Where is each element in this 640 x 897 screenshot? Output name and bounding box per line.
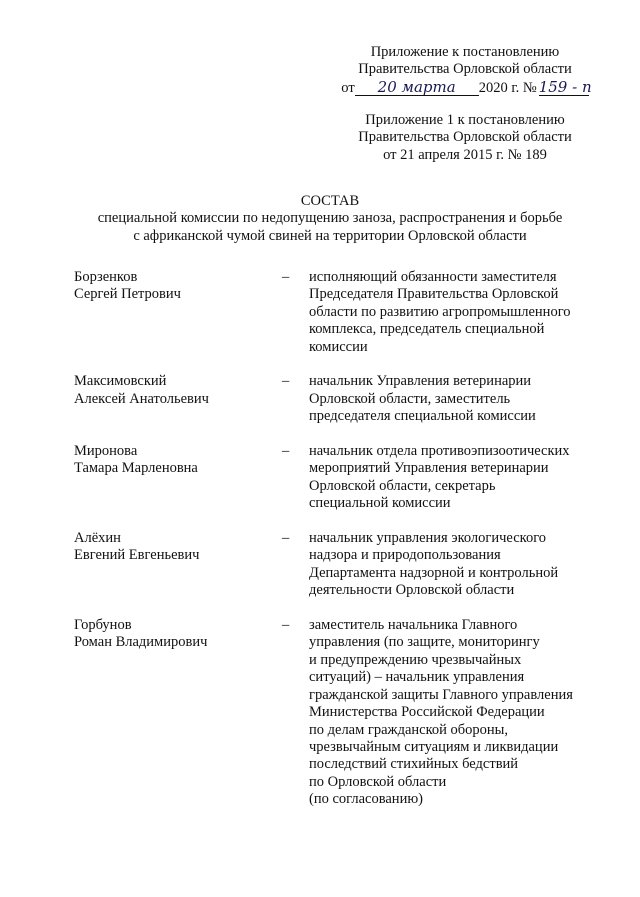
member-given-name: Сергей Петрович [74,286,181,303]
member-position: начальник отдела противоэпизоотических мероприятий Управления ветеринарии Орловской области, секретарь специальной комиссии [309,443,570,512]
member-given-name: Тамара Марленовна [74,460,198,477]
member-list [74,269,594,826]
member-name [74,269,282,356]
member-given-name: Евгений Евгеньевич [74,547,200,564]
member-position: начальник управления экологического надзора и природопользования Департамента надзорной и контрольной деятельности Орловской области [309,530,559,599]
member-dash: – [282,269,290,285]
member-surname: Борзенков [74,269,138,285]
member-name [74,373,282,425]
document-heading [60,193,600,245]
appendix-prev-line2: Правительства Орловской области [358,129,572,146]
member-position: исполняющий обязанности заместителя Председателя Правительства Орловской области по развитию агропромышленного комплекса, председатель специальной комиссии [309,269,571,355]
handwritten-date: 20 марта [355,79,479,96]
member-surname: Алёхин [74,530,121,547]
appendix-main-line2: Правительства Орловской области [358,61,572,78]
member-given-name: Роман Владимирович [74,634,208,651]
member-surname: Горбунов [74,617,132,634]
member-position: заместитель начальника Главного управления (по защите, мониторингу и предупреждению чрезвычайных ситуаций) – начальник управления гражданской защиты Главного управления Министерства Российской Федерации по делам гражданской обороны, чрезвычайным ситуациям и ликвидации последствий стихийных бедствий по Орловской области (по согласованию) [309,617,573,808]
member-position: начальник Управления ветеринарии Орловской области, заместитель председателя специальной комиссии [309,373,536,425]
handwritten-number: 159 - п [538,77,592,96]
year-text: 2020 г. № [478,79,537,96]
member-name [74,443,282,513]
member-surname: Максимовский [74,373,167,390]
member-dash: – [282,373,290,390]
member-dash: – [282,530,290,547]
heading-line2: с африканской чумой свиней на территории Орловской области [133,227,527,244]
member-row [74,530,594,600]
member-row [74,373,594,425]
member-row [74,443,594,513]
member-name [74,530,282,600]
appendix-prev-line1: Приложение 1 к постановлению [365,112,565,128]
member-given-name: Алексей Анатольевич [74,390,209,407]
member-name [74,617,282,808]
appendix-main-dateline [330,79,600,97]
appendix-main-line1: Приложение к постановлению [370,44,560,60]
heading-line1: специальной комиссии по недопущению заноза, распространения и борьбе [97,210,563,227]
member-surname: Миронова [74,443,138,460]
heading-title: СОСТАВ [300,193,360,209]
member-dash: – [282,443,290,460]
member-row [74,269,594,356]
appendix-previous-block [330,112,600,164]
date-prefix: от [341,79,355,96]
appendix-main-block [330,44,600,97]
member-dash: – [282,617,290,634]
appendix-prev-line3: от 21 апреля 2015 г. № 189 [383,146,547,163]
member-row [74,617,594,808]
